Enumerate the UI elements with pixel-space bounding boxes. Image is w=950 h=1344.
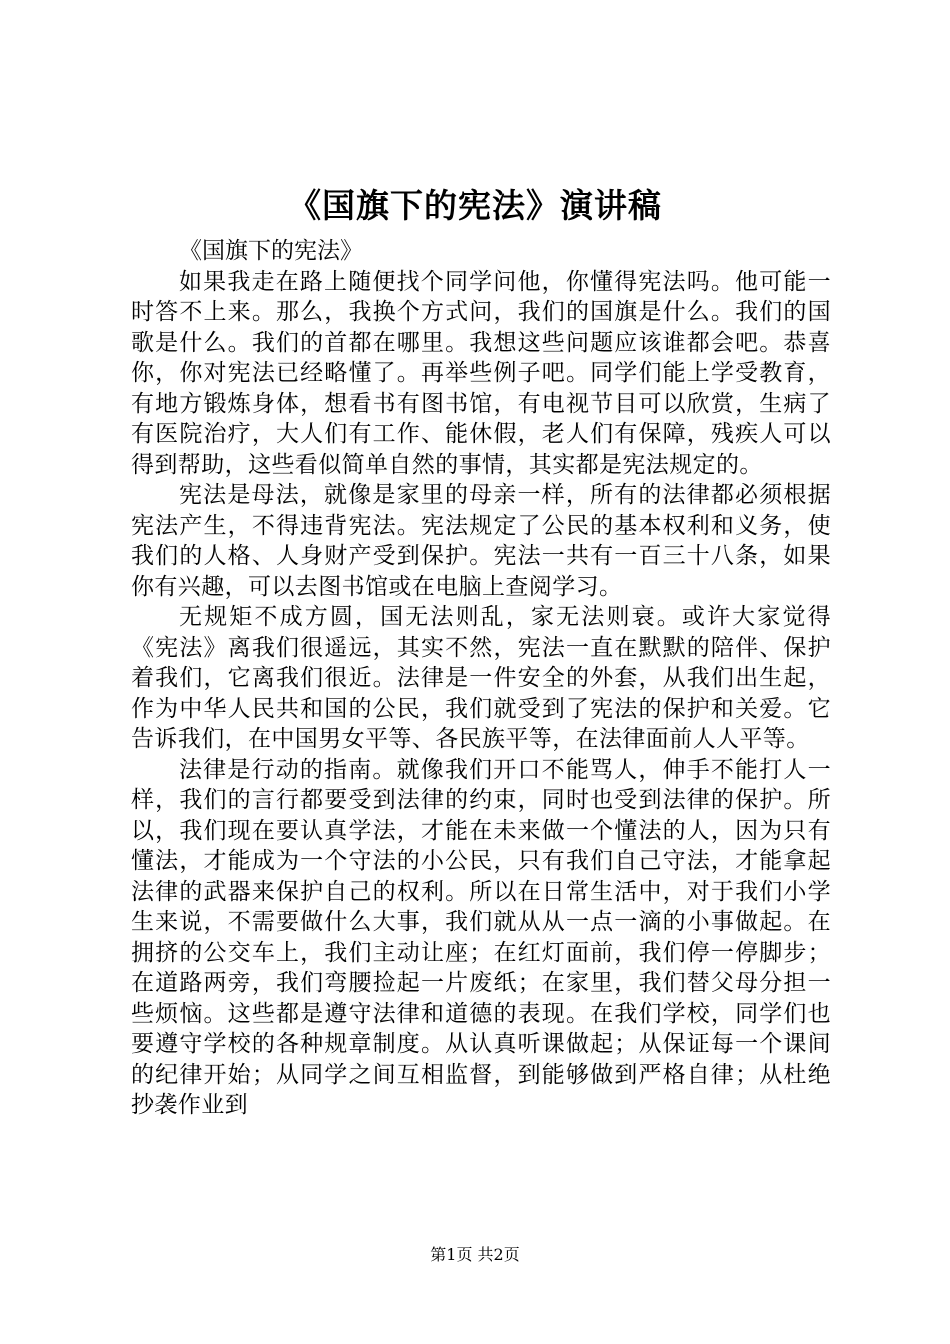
body-paragraph-2: 宪法是母法，就像是家里的母亲一样，所有的法律都必须根据宪法产生，不得违背宪法。宪法规定了公民的基本权利和义务，使我们的人格、人身财产受到保护。宪法一共有一百三十八条，如果你有兴趣，可以去图书馆或在电脑上查阅学习。 [131,482,831,600]
body-paragraph-4: 法律是行动的指南。就像我们开口不能骂人，伸手不能打人一样，我们的言行都要受到法律的约束，同时也受到法律的保护。所以，我们现在要认真学法，才能在未来做一个懂法的人，因为只有懂法，才能成为一个守法的小公民，只有我们自己守法，才能拿起法律的武器来保护自己的权利。所以在日常生活中，对于我们小学生来说，不需要做什么大事，我们就从从一点一滴的小事做起。在拥挤的公交车上，我们主动让座；在红灯面前，我们停一停脚步；在道路两旁，我们弯腰捡起一片废纸；在家里，我们替父母分担一些烦恼。这些都是遵守法律和道德的表现。在我们学校，同学们也要遵守学校的各种规章制度。从认真听课做起；从保证每一个课间的纪律开始；从同学之间互相监督，到能够做到严格自律；从杜绝抄袭作业到 [131,756,831,1118]
document-body [131,236,831,1121]
body-paragraph-3: 无规矩不成方圆，国无法则乱，家无法则衰。或许大家觉得《宪法》离我们很遥远，其实不然，宪法一直在默默的陪伴、保护着我们，它离我们很近。法律是一件安全的外套，从我们出生起，作为中华人民共和国的公民，我们就受到了宪法的保护和关爱。它告诉我们，在中国男女平等、各民族平等，在法律面前人人平等。 [131,604,831,752]
body-paragraph-1: 如果我走在路上随便找个同学问他，你懂得宪法吗。他可能一时答不上来。那么，我换个方式问，我们的国旗是什么。我们的国歌是什么。我们的首都在哪里。我想这些问题应该谁都会吧。恭喜你，你对宪法已经略懂了。再举些例子吧。同学们能上学受教育，有地方锻炼身体，想看书有图书馆，有电视节目可以欣赏，生病了有医院治疗，大人们有工作、能休假，老人们有保障，残疾人可以得到帮助，这些看似简单自然的事情，其实都是宪法规定的。 [131,268,831,478]
page-number-footer: 第1页 共2页 [430,1245,520,1264]
document-title: 《国旗下的宪法》演讲稿 [288,186,662,225]
subtitle-paragraph: 《国旗下的宪法》 [179,238,363,264]
